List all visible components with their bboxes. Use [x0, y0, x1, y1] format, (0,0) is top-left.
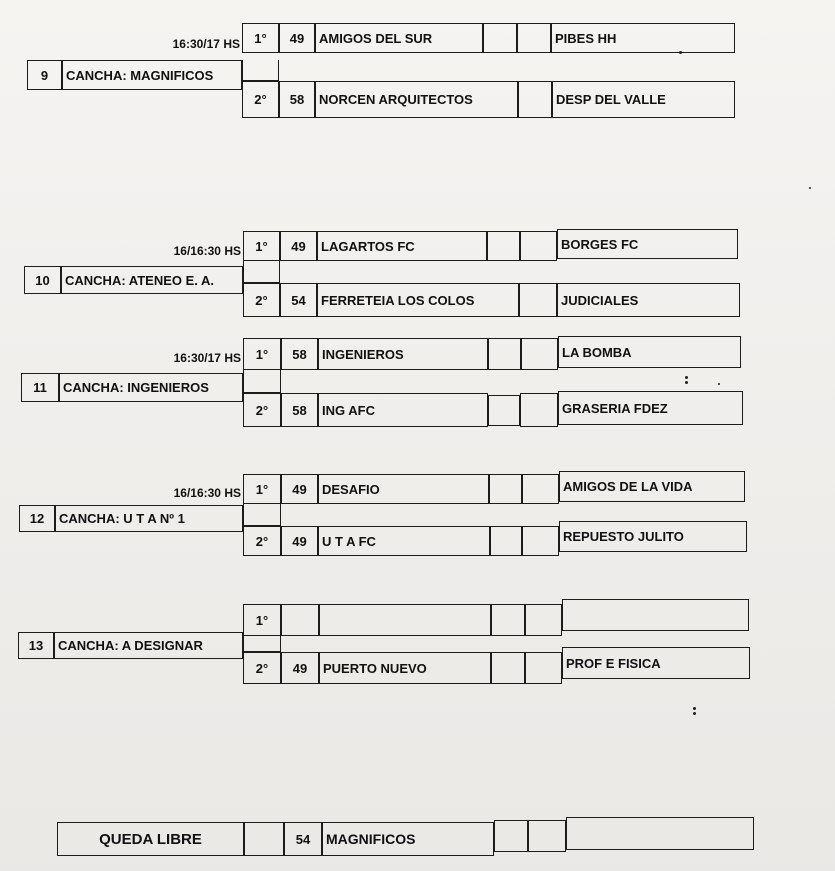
match-time: 16/16:30 HS [173, 244, 241, 258]
ink-speck [685, 376, 688, 379]
position-cell: 1° [243, 231, 280, 261]
row-spacer-cell [243, 504, 281, 526]
away-score-cell [520, 231, 557, 261]
category-cell: 49 [280, 231, 317, 261]
home-team-cell: ING AFC [318, 393, 488, 427]
away-team-cell: GRASERIA FDEZ [558, 391, 743, 425]
category-cell: 58 [281, 338, 318, 370]
position-cell: 2° [243, 652, 281, 684]
match-number-cell: 9 [27, 60, 62, 90]
away-team-cell: PIBES HH [551, 23, 735, 53]
home-score-cell [491, 652, 525, 684]
bye-team-cell: MAGNIFICOS [322, 822, 494, 856]
away-team-cell [562, 599, 749, 631]
position-cell: 1° [243, 338, 281, 370]
home-team-cell: NORCEN ARQUITECTOS [315, 81, 518, 118]
away-score-cell [518, 81, 552, 118]
match-time: 16/16:30 HS [173, 486, 241, 500]
away-score-cell [517, 23, 551, 53]
match-number-cell: 12 [19, 505, 55, 532]
category-cell: 49 [281, 652, 319, 684]
away-score-cell [519, 283, 557, 317]
bye-category-cell: 54 [284, 822, 322, 856]
position-cell: 2° [243, 283, 280, 317]
ink-speck [685, 381, 688, 384]
away-team-cell: LA BOMBA [558, 336, 741, 368]
home-team-cell: AMIGOS DEL SUR [315, 23, 483, 53]
away-team-cell: JUDICIALES [557, 283, 740, 317]
match-number-cell: 13 [18, 632, 54, 659]
position-cell: 2° [243, 393, 281, 427]
cancha-cell: CANCHA: A DESIGNAR [54, 632, 243, 659]
bye-label-cell: QUEDA LIBRE [57, 822, 244, 856]
away-team-cell: REPUESTO JULITO [559, 521, 747, 552]
away-team-cell: PROF E FISICA [562, 647, 750, 679]
category-cell: 49 [281, 474, 318, 504]
cancha-cell: CANCHA: U T A Nº 1 [55, 505, 243, 532]
home-team-cell: INGENIEROS [318, 338, 488, 370]
home-team-cell: LAGARTOS FC [317, 231, 487, 261]
away-score-cell [522, 526, 559, 556]
away-team-cell: BORGES FC [557, 229, 738, 259]
position-cell: 1° [243, 604, 281, 636]
position-cell: 1° [242, 23, 279, 53]
position-cell: 2° [242, 81, 279, 118]
home-score-cell [488, 395, 520, 426]
bye-extra-cell [566, 817, 754, 850]
home-team-cell: DESAFIO [318, 474, 489, 504]
home-team-cell [319, 604, 491, 636]
home-score-cell [490, 526, 522, 556]
away-score-cell [525, 652, 562, 684]
row-spacer-cell [243, 370, 281, 393]
away-score-cell [525, 604, 562, 636]
match-number-cell: 11 [21, 373, 59, 402]
ink-speck [679, 51, 682, 54]
home-team-cell: FERRETEIA LOS COLOS [317, 283, 519, 317]
category-cell [281, 604, 319, 636]
ink-speck [693, 707, 696, 710]
bye-score-cell [528, 820, 566, 852]
cancha-cell: CANCHA: ATENEO E. A. [61, 266, 243, 294]
category-cell: 49 [279, 23, 315, 53]
position-cell: 1° [243, 474, 281, 504]
row-spacer-cell [242, 60, 279, 81]
cancha-cell: CANCHA: INGENIEROS [59, 373, 243, 402]
cancha-cell: CANCHA: MAGNIFICOS [62, 60, 242, 90]
bye-score-cell [494, 820, 528, 852]
ink-speck [809, 187, 811, 189]
away-score-cell [521, 338, 558, 370]
home-score-cell [487, 231, 520, 261]
ink-speck [718, 383, 720, 385]
category-cell: 54 [280, 283, 317, 317]
home-team-cell: U T A FC [318, 526, 490, 556]
home-score-cell [488, 338, 521, 370]
home-score-cell [483, 23, 517, 53]
away-team-cell: DESP DEL VALLE [552, 81, 735, 118]
away-team-cell: AMIGOS DE LA VIDA [559, 471, 745, 502]
ink-speck [693, 712, 696, 715]
category-cell: 49 [281, 526, 318, 556]
category-cell: 58 [281, 393, 318, 427]
home-team-cell: PUERTO NUEVO [319, 652, 491, 684]
bye-empty-cell [244, 822, 284, 856]
away-score-cell [522, 474, 559, 504]
category-cell: 58 [279, 81, 315, 118]
home-score-cell [489, 474, 522, 504]
match-time: 16:30/17 HS [173, 351, 241, 365]
row-spacer-cell [243, 261, 280, 283]
row-spacer-cell [243, 636, 281, 652]
match-number-cell: 10 [24, 266, 61, 294]
away-score-cell [520, 393, 558, 427]
position-cell: 2° [243, 526, 281, 556]
home-score-cell [491, 604, 525, 636]
match-time: 16:30/17 HS [172, 37, 240, 51]
